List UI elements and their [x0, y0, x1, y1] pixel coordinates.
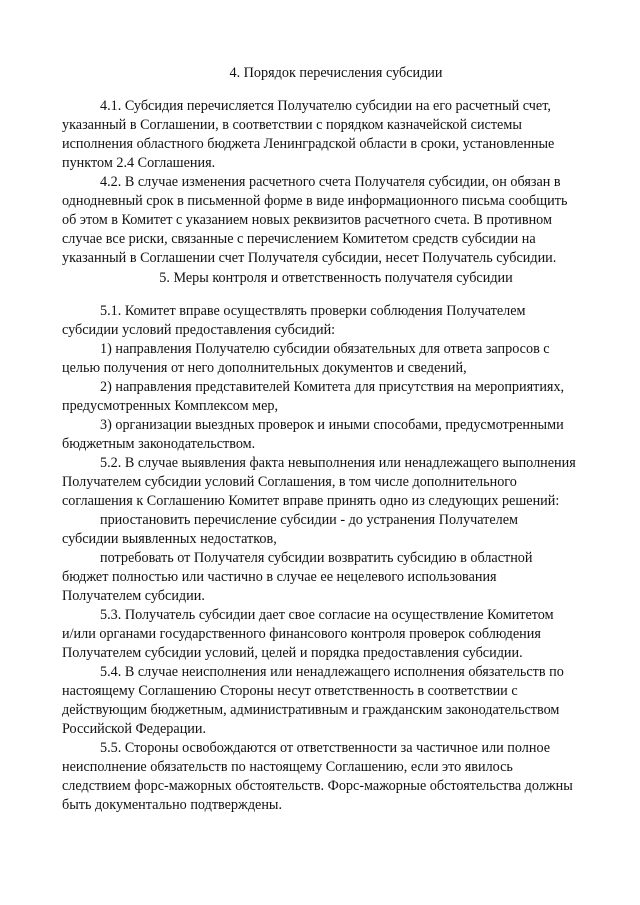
text-line: 3) организации выездных проверок и иными способами, предусмотренными	[100, 417, 564, 433]
text-line: быть документально подтверждены.	[62, 797, 283, 813]
text-line: 4.1. Субсидия перечисляется Получателю субсидии на его расчетный счет,	[100, 98, 551, 114]
text-line: указанный в Соглашении счет Получателя субсидии, несет Получатель субсидии.	[62, 250, 557, 266]
paragraph-5-1	[62, 302, 610, 340]
text-line: следствием форс-мажорных обстоятельств. Форс-мажорные обстоятельства должны	[62, 778, 573, 794]
text-line: действующим бюджетным, административным и гражданским законодательством	[62, 702, 560, 718]
text-line: Получателем субсидии.	[62, 588, 205, 604]
text-line: Получателем субсидии условий Соглашения, в том числе дополнительного	[62, 474, 517, 490]
paragraph-5-2-option-2	[62, 549, 610, 606]
text-line: 5.3. Получатель субсидии дает свое согласие на осуществление Комитетом	[100, 607, 554, 623]
paragraph-5-1-item-2	[62, 378, 610, 416]
text-line: и/или органами государственного финансового контроля проверок соблюдения	[62, 626, 541, 642]
text-line: 5.2. В случае выявления факта невыполнения или ненадлежащего выполнения	[100, 455, 576, 471]
text-line: об этом в Комитет с указанием новых реквизитов расчетного счета. В противном	[62, 212, 552, 228]
text-line: 5.5. Стороны освобождаются от ответственности за частичное или полное	[100, 740, 551, 756]
text-line: бюджет полностью или частично в случае ее нецелевого использования	[62, 569, 497, 585]
text-line: потребовать от Получателя субсидии возвратить субсидию в областной	[100, 550, 533, 566]
text-line: целью получения от него дополнительных документов и сведений,	[62, 360, 467, 376]
text-line: Российской Федерации.	[62, 721, 207, 737]
text-line: 5.1. Комитет вправе осуществлять проверки соблюдения Получателем	[100, 303, 526, 319]
paragraph-4-1	[62, 97, 610, 173]
paragraph-5-1-item-1	[62, 340, 610, 378]
text-line: настоящему Соглашению Стороны несут ответственность в соответствии с	[62, 683, 518, 699]
text-line: Получателем субсидии условий, целей и порядка предоставления субсидии.	[62, 645, 523, 661]
text-line: бюджетным законодательством.	[62, 436, 256, 452]
paragraph-5-2-option-1	[62, 511, 610, 549]
paragraph-5-4	[62, 663, 610, 739]
paragraph-5-5	[62, 739, 610, 815]
text-line: однодневный срок в письменной форме в виде информационного письма сообщить	[62, 193, 568, 209]
section-5-heading: 5. Меры контроля и ответственность получателя субсидии	[159, 270, 513, 286]
text-line: 5.4. В случае неисполнения или ненадлежащего исполнения обязательств по	[100, 664, 564, 680]
text-line: неисполнение обязательств по настоящему Соглашению, если это явилось	[62, 759, 513, 775]
text-line: приостановить перечисление субсидии - до устранения Получателем	[100, 512, 518, 528]
paragraph-5-3	[62, 606, 610, 663]
text-line: предусмотренных Комплексом мер,	[62, 398, 279, 414]
section-5-body	[62, 302, 610, 815]
text-line: субсидии выявленных недостатков,	[62, 531, 277, 547]
text-line: субсидии условий предоставления субсидий:	[62, 322, 336, 338]
text-line: 2) направления представителей Комитета для присутствия на мероприятиях,	[100, 379, 565, 395]
paragraph-4-2	[62, 173, 610, 268]
paragraph-5-2	[62, 454, 610, 511]
text-line: указанный в Соглашении, в соответствии с порядком казначейской системы	[62, 117, 522, 133]
text-line: исполнения областного бюджета Ленинградской области в сроки, установленные	[62, 136, 555, 152]
paragraph-5-1-item-3	[62, 416, 610, 454]
section-4-body	[62, 97, 610, 268]
text-line: соглашения к Соглашению Комитет вправе принять одно из следующих решений:	[62, 493, 560, 509]
text-line: 1) направления Получателю субсидии обязательных для ответа запросов с	[100, 341, 550, 357]
section-4-heading: 4. Порядок перечисления субсидии	[229, 65, 443, 81]
text-line: пунктом 2.4 Соглашения.	[62, 155, 216, 171]
text-line: случае все риски, связанные с перечислением Комитетом средств субсидии на	[62, 231, 536, 247]
text-line: 4.2. В случае изменения расчетного счета Получателя субсидии, он обязан в	[100, 174, 561, 190]
